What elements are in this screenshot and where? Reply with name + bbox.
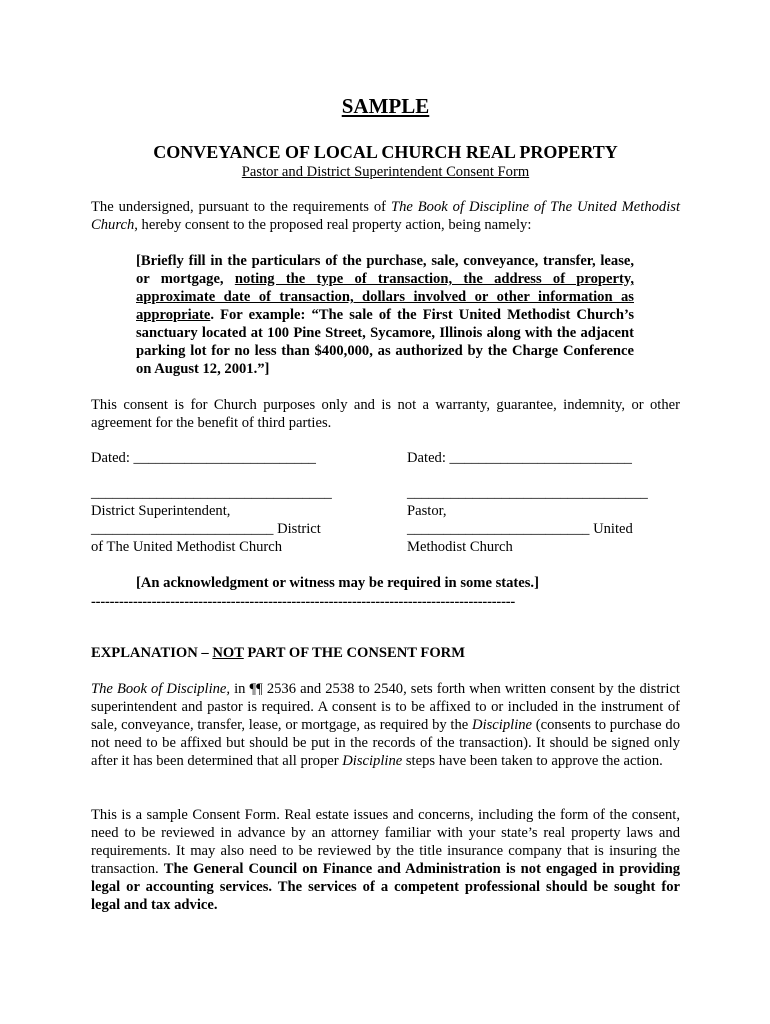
book-title-ref: The Book of Discipline, [91, 681, 231, 697]
document-subheading: Pastor and District Superintendent Consent Form [241, 164, 530, 180]
explanation-p2-plain: This is a sample Consent Form. Real estate issues and concerns, including the form of the consent, need to be reviewed in advance by an attorney familiar with your state’s real property laws and requirements. It may also need to be reviewed by the title insurance company that is insuring the transaction. [91, 807, 680, 877]
left-signature-line: _________________________________ [91, 485, 332, 501]
document-heading: CONVEYANCE OF LOCAL CHURCH REAL PROPERTY [153, 142, 618, 162]
explanation-heading [91, 644, 465, 662]
right-dated-field: Dated: _________________________ [407, 450, 632, 466]
explanation-p2-bold: The General Council on Finance and Administration is not engaged in providing legal or accounting services. The services of a competent professional should be sought for legal and tax advice. [91, 861, 680, 913]
instruction-block [136, 252, 634, 378]
explanation-paragraph-2 [91, 806, 680, 914]
united-line: _________________________ United [407, 521, 633, 537]
discipline-ref-2: Discipline [342, 753, 403, 769]
document-title: SAMPLE [341, 94, 430, 118]
district-superintendent-label: District Superintendent, [91, 503, 231, 519]
consent-note: This consent is for Church purposes only and is not a warranty, guarantee, indemnity, or other agreement for the benefit of third parties. [91, 397, 680, 431]
explanation-text-a: in ¶¶ 2536 and 2538 to 2540, sets forth when written consent by the district superintendent and pastor is required. A consent is to be affixed to or included in the instrument of sale, conveyance, transfer, lease, or mortgage, as required by the [91, 681, 680, 733]
instruction-part-1: [Briefly fill in the particulars of the purchase, sale, conveyance, transfer, lease, or mortgage, [136, 253, 634, 287]
left-dated-field: Dated: _________________________ [91, 450, 316, 466]
explanation-text-c: steps have been taken to approve the action. [402, 753, 663, 769]
district-line: _________________________ District [91, 521, 321, 537]
right-signature-line: _________________________________ [407, 485, 648, 501]
explanation-head-pre: EXPLANATION – [91, 645, 213, 661]
explanation-head-not: NOT [212, 645, 244, 661]
acknowledgment-note: [An acknowledgment or witness may be required in some states.] [136, 575, 539, 591]
explanation-paragraph-1 [91, 680, 680, 770]
book-title: The Book of Discipline of The United Methodist Church [91, 199, 680, 233]
pastor-label: Pastor, [407, 503, 447, 519]
left-org-label: of The United Methodist Church [91, 539, 283, 555]
discipline-ref-1: Discipline [472, 717, 533, 733]
separator-line: ------------------------------------------------------------------------------------------- [91, 596, 516, 608]
instruction-part-3: . For example: “The sale of the First United Methodist Church’s sanctuary located at 100 Pine Street, Sycamore, Illinois along with the adjacent parking lot for no less than $400,000, as authorized by the Charge Conference on August 12, 2001.”] [136, 307, 634, 377]
intro-text-1: The undersigned, pursuant to the requirements of [91, 199, 391, 215]
right-org-label: Methodist Church [407, 539, 513, 555]
intro-text-2: , hereby consent to the proposed real property action, being namely: [134, 217, 532, 233]
instruction-part-2: noting the type of transaction, the address of property, approximate date of transaction, dollars involved or other information as appropriate [136, 271, 634, 323]
intro-paragraph [91, 198, 680, 234]
explanation-head-post: PART OF THE CONSENT FORM [243, 645, 465, 661]
explanation-text-b: (consents to purchase do not need to be affixed but should be put in the records of the transaction). It should be signed only after it has been determined that all proper [91, 717, 680, 769]
